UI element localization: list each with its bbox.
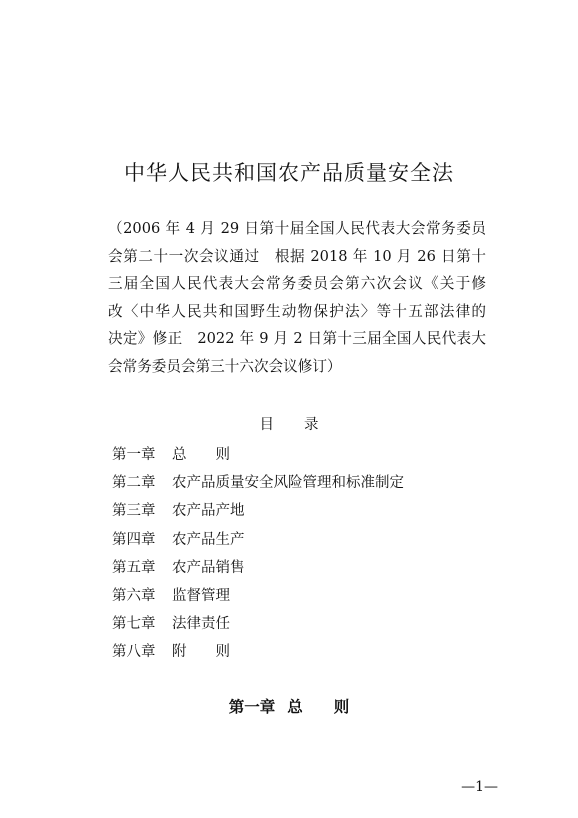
toc-heading-left: 目 bbox=[259, 417, 274, 433]
toc-chapter-number: 第三章 bbox=[112, 503, 156, 520]
preamble-line: （2006 年 4 月 29 日第十届全国人民代表大会常务委员 bbox=[108, 220, 486, 237]
toc-item[interactable] bbox=[112, 441, 492, 469]
chapter-number: 第一章 bbox=[228, 698, 276, 716]
preamble-line: 三届全国人民代表大会常务委员会第六次会议《关于修 bbox=[108, 275, 486, 293]
toc-chapter-title: 附 则 bbox=[172, 644, 230, 661]
preamble bbox=[108, 215, 486, 381]
toc-chapter-number: 第一章 bbox=[112, 447, 156, 463]
toc-chapter-title: 农产品销售 bbox=[172, 559, 245, 576]
page-number: —1— bbox=[461, 779, 498, 795]
preamble-line: 改〈中华人民共和国野生动物保护法〉等十五部法律的 bbox=[108, 302, 486, 320]
toc-chapter-title: 农产品产地 bbox=[172, 503, 245, 520]
toc-chapter-number: 第七章 bbox=[112, 616, 156, 633]
toc-chapter-title: 农产品生产 bbox=[172, 531, 245, 548]
toc-chapter-number: 第八章 bbox=[112, 644, 156, 661]
toc-chapter-number: 第六章 bbox=[112, 587, 156, 604]
toc-item[interactable] bbox=[112, 497, 492, 525]
preamble-line: 会第二十一次会议通过 根据 2018 年 10 月 26 日第十 bbox=[108, 247, 486, 265]
toc-item[interactable] bbox=[112, 469, 492, 497]
toc-chapter-title: 法律责任 bbox=[172, 616, 230, 633]
chapter-title: 总 则 bbox=[287, 698, 350, 716]
toc-item[interactable] bbox=[112, 554, 492, 582]
document-title: 中华人民共和国农产品质量安全法 bbox=[124, 161, 454, 185]
preamble-line: 决定》修正 2022 年 9 月 2 日第十三届全国人民代表大 bbox=[108, 330, 486, 348]
toc-item[interactable] bbox=[112, 610, 492, 638]
toc-chapter-title: 总 则 bbox=[172, 447, 230, 463]
toc-chapter-number: 第五章 bbox=[112, 559, 156, 576]
toc-chapter-title: 监督管理 bbox=[172, 587, 230, 604]
toc-chapter-number: 第四章 bbox=[112, 531, 156, 548]
toc-chapter-number: 第二章 bbox=[112, 475, 156, 492]
table-of-contents bbox=[112, 441, 492, 667]
toc-item[interactable] bbox=[112, 582, 492, 610]
toc-item[interactable] bbox=[112, 638, 492, 666]
preamble-line: 会常务委员会第三十六次会议修订） bbox=[108, 357, 342, 375]
chapter-heading bbox=[0, 695, 578, 717]
toc-chapter-title: 农产品质量安全风险管理和标准制定 bbox=[172, 475, 404, 492]
toc-heading-right: 录 bbox=[304, 417, 319, 433]
toc-heading bbox=[0, 413, 578, 434]
toc-item[interactable] bbox=[112, 526, 492, 554]
